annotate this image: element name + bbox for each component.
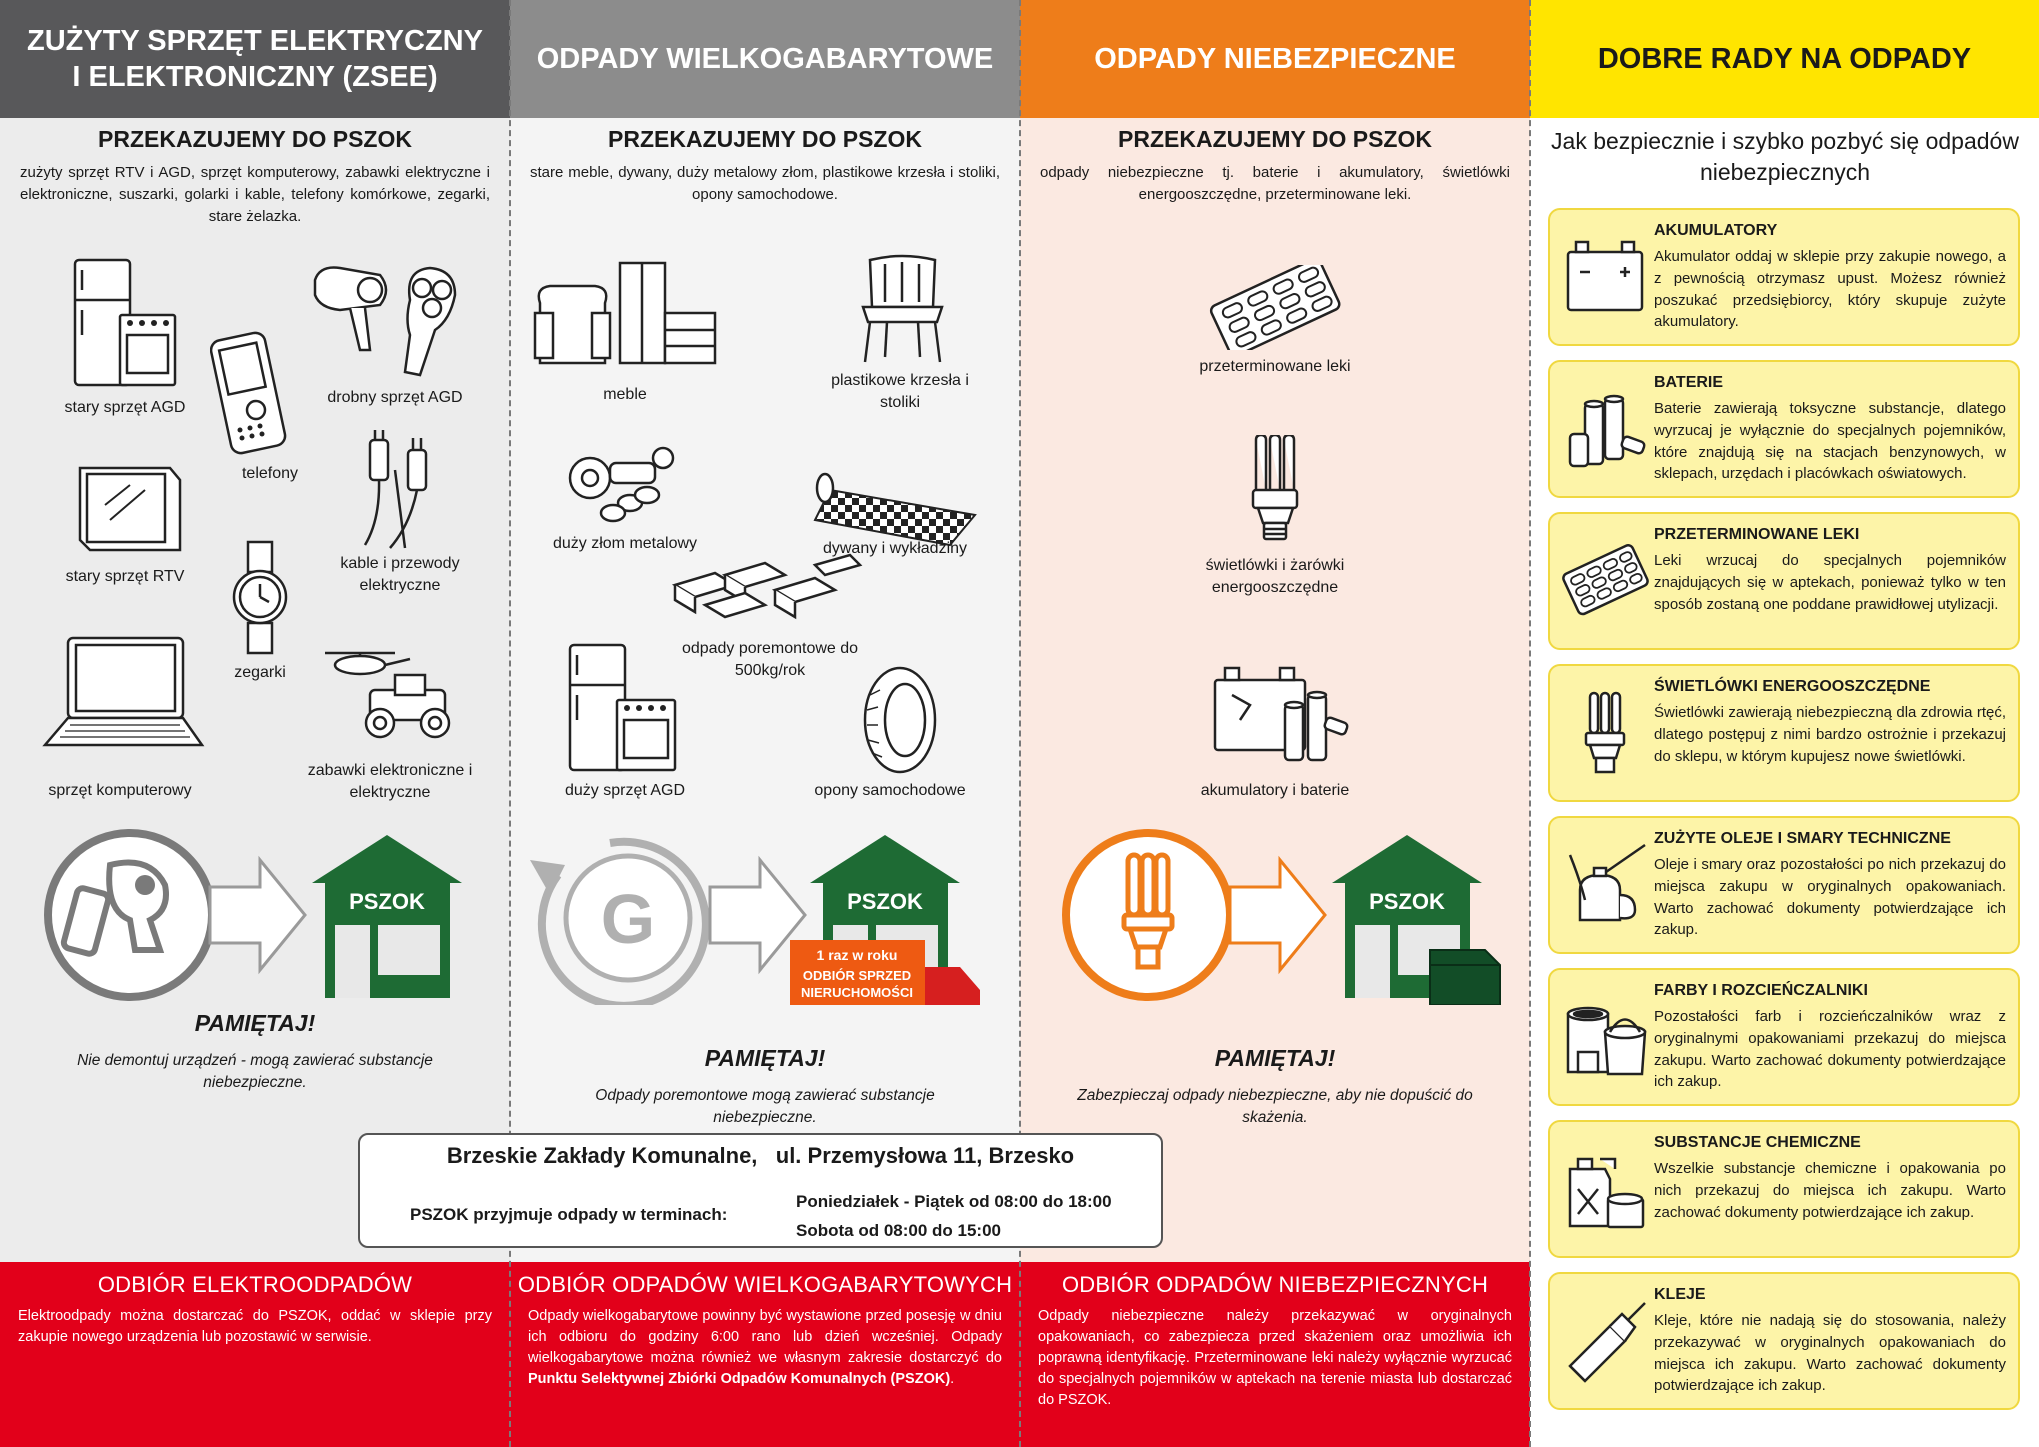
plastic-chair-icon xyxy=(855,252,950,367)
bulky-flow-diagram xyxy=(510,825,1020,1005)
paint-cans-icon xyxy=(1560,992,1650,1082)
hazardous-remember-text: Zabezpieczaj odpady niebezpieczne, aby nie dopuścić do skażenia. xyxy=(1077,1087,1473,1126)
zsee-subtitle: PRZEKAZUJEMY DO PSZOK xyxy=(98,126,412,152)
bricks-icon xyxy=(665,545,865,625)
tip-title: ŚWIETLÓWKI ENERGOOSZCZĘDNE xyxy=(1654,678,1931,695)
tyre-icon xyxy=(860,665,940,775)
tip-card-paints xyxy=(1548,968,2020,1106)
svg-text:PSZOK: PSZOK xyxy=(1369,889,1445,914)
hazardous-flow-diagram xyxy=(1020,825,1530,1005)
tip-card-bulbs xyxy=(1548,664,2020,802)
tips-intro: Jak bezpiecznie i szybko pozbyć się odpadów niebezpiecznych xyxy=(1551,128,2019,186)
tip-text: Akumulator oddaj w sklepie przy zakupie nowego, a z pewnością otrzymasz upust. Możesz również poszukać przedsiębiorcy, który skupuje zużyte akumulatory. xyxy=(1654,248,2006,331)
tip-title: KLEJE xyxy=(1654,1286,1706,1303)
svg-text:1 raz w roku: 1 raz w roku xyxy=(816,947,898,963)
zsee-item-phones: telefony xyxy=(241,465,299,482)
truck-icon xyxy=(790,940,980,1005)
tip-text: Leki wrzucaj do specjalnych pojemników znajdujących się w aptekach, ponieważ tylko w ten sposób zostaną one poddane prawidłowej utylizacji. xyxy=(1654,552,2006,613)
tip-card-glues xyxy=(1548,1272,2020,1410)
batteries-icon xyxy=(1560,384,1650,474)
hazardous-remember-title: PAMIĘTAJ! xyxy=(1214,1045,1336,1071)
hazardous-item-medicines: przeterminowane leki xyxy=(1199,358,1351,375)
tip-card-chemicals xyxy=(1548,1120,2020,1258)
toys-icon xyxy=(320,645,470,745)
zsee-item-toys: zabawki elektroniczne i elektryczne xyxy=(307,762,473,801)
hazardous-description: odpady niebezpieczne tj. baterie i akumulatory, świetlówki energooszczędne, przeterminowane leki. xyxy=(1040,164,1510,203)
hazardous-subtitle: PRZEKAZUJEMY DO PSZOK xyxy=(1118,126,1432,152)
oil-can-icon xyxy=(1560,840,1650,930)
tip-text: Pozostałości farb i rozcieńczalników wraz z oryginalnymi opakowaniami przekazuj do miejsca zakupu. Warto zachować dokumenty potwierdzające ich zakup. xyxy=(1654,1008,2006,1091)
opening-hours-weekdays: Poniedziałek - Piątek od 08:00 do 18:00 xyxy=(796,1192,1112,1211)
tips-column xyxy=(1530,0,2039,1447)
bulb-icon xyxy=(1248,435,1303,545)
tv-icon xyxy=(75,460,185,560)
hazardous-item-batteries: akumulatory i baterie xyxy=(1200,782,1350,799)
svg-text:G: G xyxy=(600,880,656,958)
zsee-item-computer: sprzęt komputerowy xyxy=(48,782,192,799)
glue-tube-icon xyxy=(1560,1296,1650,1386)
pills-icon xyxy=(1560,536,1650,626)
tip-title: ZUŻYTE OLEJE I SMARY TECHNICZNE xyxy=(1654,830,1951,847)
tip-text: Świetlówki zawierają niebezpieczną dla zdrowia rtęć, dlatego postępuj z nimi bardzo ostrożnie i przekazuj do sklepu, w którym kupujesz nowe świetlówki. xyxy=(1654,704,2006,765)
bulky-item-carpets: dywany i wykładziny xyxy=(822,540,968,557)
bulky-subtitle: PRZEKAZUJEMY DO PSZOK xyxy=(608,126,922,152)
zsee-item-cables: kable i przewody elektryczne xyxy=(340,555,460,594)
tip-text: Kleje, które nie nadają się do stosowania, należy przekazywać w oryginalnych opakowaniach do miejsca ich zakupu. Warto zachować dokumenty potwierdzające ich zakup. xyxy=(1654,1312,2006,1395)
tip-title: SUBSTANCJE CHEMICZNE xyxy=(1654,1134,1861,1151)
opening-hours-label: PSZOK przyjmuje odpady w terminach: xyxy=(410,1205,728,1224)
hazardous-item-bulbs: świetlówki i żarówki energooszczędne xyxy=(1205,557,1345,596)
recycle-g-icon xyxy=(530,842,706,1005)
tip-card-oils xyxy=(1548,816,2020,954)
large-appliance-icon xyxy=(565,640,680,775)
zsee-header: ZUŻYTY SPRZĘT ELEKTRYCZNY I ELEKTRONICZNY (ZSEE) xyxy=(0,0,510,118)
tip-text: Oleje i smary oraz pozostałości po nich przekazuj do miejsca zakupu w oryginalnych opakowaniach. Warto zachować dokumenty potwierdzające ich zakup. xyxy=(1654,856,2006,939)
zsee-item-watches: zegarki xyxy=(234,664,286,681)
zsee-item-rtv: stary sprzęt RTV xyxy=(65,568,185,585)
zsee-flow-diagram xyxy=(0,825,510,1005)
laptop-icon xyxy=(40,633,205,753)
pszok-full-name: Punktu Selektywnej Zbiórki Odpadów Komunalnych (PSZOK) xyxy=(528,1371,951,1388)
red-box-hazardous-title: ODBIÓR ODPADÓW NIEBEZPIECZNYCH xyxy=(1061,1272,1489,1297)
phone-icon xyxy=(210,330,290,455)
red-box-bulky xyxy=(510,1262,1020,1447)
bulky-item-furniture: meble xyxy=(603,386,647,403)
red-box-electro-title: ODBIÓR ELEKTROODPADÓW xyxy=(97,1272,413,1297)
bulb-icon xyxy=(1560,688,1650,778)
tip-card-batteries xyxy=(1548,360,2020,498)
bulky-item-scrap: duży złom metalowy xyxy=(552,535,698,552)
tip-title: FARBY I ROZCIEŃCZALNIKI xyxy=(1654,982,1868,999)
tip-title: AKUMULATORY xyxy=(1654,222,1778,239)
bulky-item-renovation: odpady poremontowe do 500kg/rok xyxy=(681,640,859,679)
tip-text: Baterie zawierają toksyczne substancje, dlatego wyrzucaj je wyłącznie do specjalnych pojemników, które znajdują się na stacjach benzynowych, w sklepach, urzędach i placówkach oświatowych. xyxy=(1654,400,2006,483)
tip-title: BATERIE xyxy=(1654,374,1724,391)
bulky-item-tyres: opony samochodowe xyxy=(814,782,966,799)
scrap-metal-icon xyxy=(565,433,680,523)
bulky-remember-title: PAMIĘTAJ! xyxy=(704,1045,826,1071)
pszok-building-icon xyxy=(312,835,462,998)
red-box-electro xyxy=(0,1262,510,1447)
tip-text: Wszelkie substancje chemiczne i opakowania po nich przekazuj do miejsca ich zakupu. Warto zachować dokumenty potwierdzające ich zakup. xyxy=(1654,1160,2006,1221)
battery-icon xyxy=(1560,232,1650,322)
hairdryer-shaver-icon xyxy=(310,260,470,380)
zsee-description: zużyty sprzęt RTV i AGD, sprzęt komputerowy, zabawki elektryczne i elektroniczne, suszarki, golarki i kable, telefony komórkowe, zegarki, stare żelazka. xyxy=(20,164,490,225)
red-box-hazardous xyxy=(1020,1262,1530,1447)
red-box-hazardous-text: Odpady niebezpieczne należy przekazywać w oryginalnych opakowaniach, co zabezpiecza przed skażeniem oraz umożliwia ich poprawną identyfikację. Przeterminowane leki należy wyłącznie wyrzucać do specjalnych pojemników w aptekach na terenie miasta lub dostarczać do PSZOK. xyxy=(1038,1308,1512,1409)
svg-text:PSZOK: PSZOK xyxy=(847,889,923,914)
svg-text:ODBIÓR SPRZED: ODBIÓR SPRZED xyxy=(802,968,912,983)
tip-card-accumulators xyxy=(1548,208,2020,346)
chemicals-icon xyxy=(1560,1144,1650,1234)
tip-title: PRZETERMINOWANE LEKI xyxy=(1654,526,1860,543)
battery-cells-icon xyxy=(1210,660,1350,765)
bulky-remember-text: Odpady poremontowe mogą zawierać substancje niebezpieczne. xyxy=(595,1087,935,1126)
pszok-info-box xyxy=(358,1133,1163,1248)
column-divider xyxy=(1529,0,1531,1447)
pills-icon xyxy=(1205,265,1345,350)
furniture-icon xyxy=(530,258,725,373)
zsee-item-agd: stary sprzęt AGD xyxy=(64,399,186,416)
bulky-item-chairs: plastikowe krzesła i stoliki xyxy=(831,372,969,411)
container-icon xyxy=(1430,950,1500,1005)
red-box-bulky-title: ODBIÓR ODPADÓW WIELKOGABARYTOWYCH xyxy=(517,1272,1013,1297)
zsee-item-small-agd: drobny sprzęt AGD xyxy=(327,389,463,406)
hazardous-header: ODPADY NIEBEZPIECZNE xyxy=(1020,0,1530,118)
zsee-remember-text: Nie demontuj urządzeń - mogą zawierać substancje niebezpieczne. xyxy=(77,1052,433,1091)
watch-icon xyxy=(230,540,290,655)
bulky-header: ODPADY WIELKOGABARYTOWE xyxy=(510,0,1020,118)
red-box-bulky-text: Odpady wielkogabarytowe powinny być wystawione przed posesję w dniu ich odbioru do godziny 6:00 rano lub dzień wcześniej. Odpady wielkogabarytowe można również we własnym zakresie dostarczyć do Punktu Selektywnej Zbiórki Odpadów Komunalnych (PSZOK). xyxy=(528,1308,1002,1388)
red-box-electro-text: Elektroodpady można dostarczać do PSZOK, oddać w sklepie przy zakupie nowego urządzenia lub pozostawić w serwisie. xyxy=(18,1308,492,1346)
svg-text:NIERUCHOMOŚCI: NIERUCHOMOŚCI xyxy=(801,985,913,1000)
bulky-description: stare meble, dywany, duży metalowy złom, plastikowe krzesła i stoliki, opony samochodowe. xyxy=(530,164,1000,203)
svg-text:PSZOK: PSZOK xyxy=(349,889,425,914)
cables-icon xyxy=(350,430,450,550)
zsee-remember-title: PAMIĘTAJ! xyxy=(194,1010,316,1036)
opening-hours-saturday: Sobota od 08:00 do 15:00 xyxy=(796,1221,1001,1240)
tips-header: DOBRE RADY NA ODPADY xyxy=(1530,0,2039,118)
bulb-circle-icon xyxy=(1066,833,1230,997)
zsee-circle-icon xyxy=(48,833,212,997)
company-address: Brzeskie Zakłady Komunalne, ul. Przemysłowa 11, Brzesko xyxy=(446,1143,1075,1168)
tip-card-medicines xyxy=(1548,512,2020,650)
bulky-item-big-agd: duży sprzęt AGD xyxy=(564,782,686,799)
fridge-stove-icon xyxy=(70,255,180,390)
